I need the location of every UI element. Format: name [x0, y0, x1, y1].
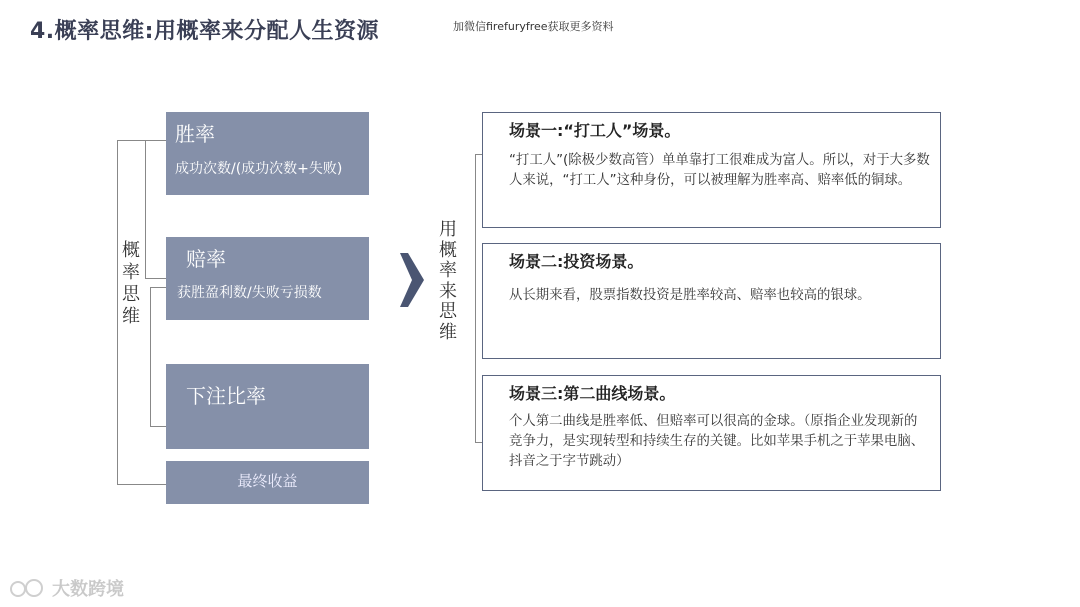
watermark-logo-icon [8, 577, 48, 599]
chevron-right-icon [400, 253, 424, 307]
scene-second-curve-card [482, 375, 941, 491]
ad-text: 加微信firefuryfree获取更多资料 [453, 20, 614, 33]
bet-ratio-heading: 下注比率 [186, 384, 266, 408]
odds-box [166, 237, 369, 320]
scene-investment-card [482, 243, 941, 359]
page-title: 4.概率思维:用概率来分配人生资源 [30, 19, 379, 44]
watermark-text: 大数跨境 [52, 579, 124, 600]
win-rate-formula: 成功次数/(成功次数+失败) [175, 161, 343, 177]
scene-body: 从长期来看，股票指数投资是胜率较高、赔率也较高的银球。 [509, 288, 871, 303]
win-rate-box [166, 112, 369, 195]
scene-body: 个人第二曲线是胜率低、但赔率可以很高的金球。（原指企业发现新的竞争力，是实现转型和持续生存的关键。比如苹果手机之于苹果电脑、抖音之于字节跳动） [509, 414, 925, 469]
scene-heading: 场景一:“打工人”场景。 [509, 121, 681, 140]
scene-body: “打工人”(除极少数高管）单单靠打工很难成为富人。所以，对于大多数人来说，“打工人”这种身份，可以被理解为胜率高、赔率低的铜球。 [509, 153, 930, 188]
odds-heading: 赔率 [186, 247, 226, 271]
bracket-win-odds [145, 140, 167, 279]
odds-formula: 获胜盈利数/失败亏损数 [177, 285, 322, 301]
bracket-bet [150, 287, 167, 427]
scene-heading: 场景三:第二曲线场景。 [509, 384, 676, 403]
watermark [8, 575, 124, 601]
final-return-box [166, 461, 369, 504]
final-return-label: 最终收益 [237, 472, 298, 490]
use-probability-thinking-label: 用 概 率 来 思 维 [439, 219, 457, 343]
bet-ratio-box [166, 364, 369, 449]
scene-heading: 场景二:投资场景。 [509, 252, 644, 271]
scene-worker-card [482, 112, 941, 228]
win-rate-heading: 胜率 [175, 122, 215, 146]
probability-thinking-label: 概 率 思 维 [122, 240, 140, 327]
